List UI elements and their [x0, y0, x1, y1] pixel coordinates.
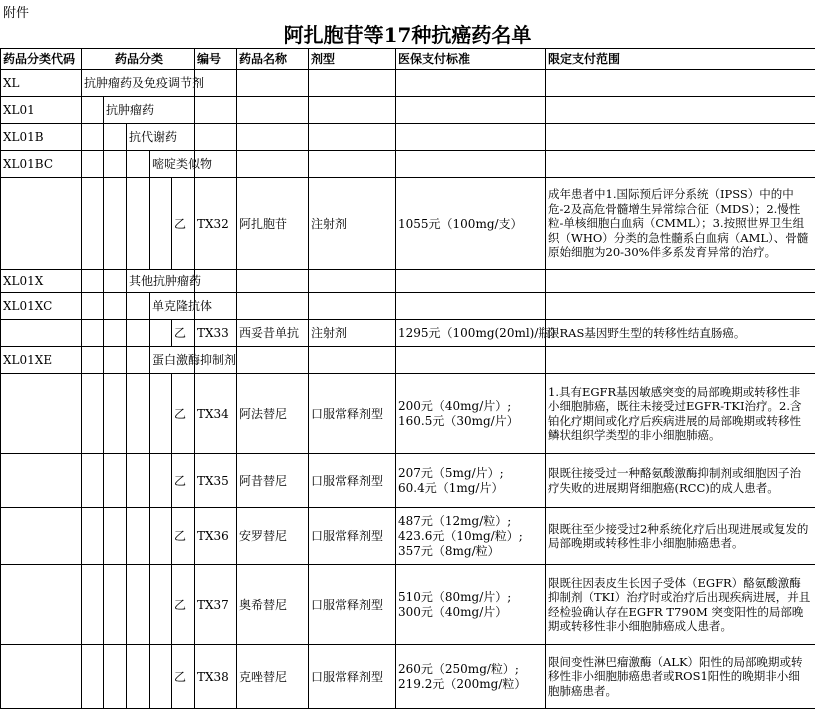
- category-name: 单克隆抗体: [150, 293, 195, 320]
- drug-form: 口服常释剂型: [309, 565, 396, 645]
- drug-class: 乙: [172, 178, 195, 270]
- drug-scope: 限RAS基因野生型的转移性结直肠癌。: [546, 320, 815, 347]
- drug-price: 1055元（100mg/支）: [396, 178, 546, 270]
- drug-price: 200元（40mg/片）; 160.5元（30mg/片）: [396, 374, 546, 454]
- category-code: XL01XE: [1, 347, 82, 374]
- table-row: [1, 645, 815, 709]
- drug-price: 510元（80mg/片）; 300元（40mg/片）: [396, 565, 546, 645]
- drug-number: TX36: [195, 508, 237, 565]
- drug-class: 乙: [172, 565, 195, 645]
- header-category-code: 药品分类代码: [1, 49, 82, 70]
- category-code: XL01: [1, 97, 82, 124]
- drug-price: 207元（5mg/片）; 60.4元（1mg/片）: [396, 454, 546, 508]
- drug-price: 1295元（100mg(20ml)/瓶）: [396, 320, 546, 347]
- category-code: XL01BC: [1, 151, 82, 178]
- drug-name: 克唑替尼: [237, 645, 309, 709]
- drug-class: 乙: [172, 645, 195, 709]
- drug-price: 260元（250mg/粒）; 219.2元（200mg/粒）: [396, 645, 546, 709]
- header-dosage-form: 剂型: [309, 49, 396, 70]
- drug-price: 487元（12mg/粒）; 423.6元（10mg/粒）; 357元（8mg/粒）: [396, 508, 546, 565]
- drug-number: TX38: [195, 645, 237, 709]
- drug-name: 奥希替尼: [237, 565, 309, 645]
- drug-class: 乙: [172, 454, 195, 508]
- table-row: [1, 70, 815, 97]
- drug-form: 注射剂: [309, 320, 396, 347]
- table-row: [1, 178, 815, 270]
- drug-scope: 1.具有EGFR基因敏感突变的局部晚期或转移性非小细胞肺癌，既往未接受过EGFR-TKI治疗。2.含铂化疗期间或化疗后疾病进展的局部晚期或转移性鳞状组织学类型的非小细胞肺癌。: [546, 374, 815, 454]
- sheet-top-row: [0, 0, 815, 22]
- header-payment-scope: 限定支付范围: [546, 49, 815, 70]
- table-row: [1, 454, 815, 508]
- drug-class: 乙: [172, 320, 195, 347]
- drug-class: 乙: [172, 508, 195, 565]
- drug-form: 口服常释剂型: [309, 508, 396, 565]
- table-row: [1, 320, 815, 347]
- drug-number: TX33: [195, 320, 237, 347]
- table-row: [1, 565, 815, 645]
- category-name: 抗代谢药: [127, 124, 195, 151]
- category-name: 其他抗肿瘤药: [127, 270, 195, 293]
- drug-class: 乙: [172, 374, 195, 454]
- drug-number: TX35: [195, 454, 237, 508]
- table-row: [1, 374, 815, 454]
- attachment-label: 附件: [3, 6, 30, 21]
- drug-form: 口服常释剂型: [309, 454, 396, 508]
- category-code: XL: [1, 70, 82, 97]
- header-drug-name: 药品名称: [237, 49, 309, 70]
- drug-number: TX37: [195, 565, 237, 645]
- category-code: XL01XC: [1, 293, 82, 320]
- page-title: 阿扎胞苷等17种抗癌药名单: [0, 22, 815, 49]
- table-row: [1, 508, 815, 565]
- header-category: 药品分类: [82, 49, 195, 70]
- drug-scope: 限既往至少接受过2种系统化疗后出现进展或复发的局部晚期或转移性非小细胞肺癌患者。: [546, 508, 815, 565]
- drug-name: 安罗替尼: [237, 508, 309, 565]
- category-name: 嘧啶类似物: [150, 151, 195, 178]
- table-header-row: [1, 49, 815, 70]
- drug-name: 阿扎胞苷: [237, 178, 309, 270]
- table-row: [1, 124, 815, 151]
- drug-name: 阿昔替尼: [237, 454, 309, 508]
- table-row: [1, 151, 815, 178]
- drug-form: 注射剂: [309, 178, 396, 270]
- header-number: 编号: [195, 49, 237, 70]
- drug-number: TX34: [195, 374, 237, 454]
- category-code: XL01X: [1, 270, 82, 293]
- drug-name: 西妥昔单抗: [237, 320, 309, 347]
- header-payment-standard: 医保支付标准: [396, 49, 546, 70]
- category-name: 抗肿瘤药及免疫调节剂: [82, 70, 195, 97]
- drug-scope: 限间变性淋巴瘤激酶（ALK）阳性的局部晚期或转移性非小细胞肺癌患者或ROS1阳性的晚期非小细胞肺癌患者。: [546, 645, 815, 709]
- table-row: [1, 347, 815, 374]
- category-name: 抗肿瘤药: [104, 97, 195, 124]
- drug-number: TX32: [195, 178, 237, 270]
- table-row: [1, 293, 815, 320]
- drug-list-table: [0, 48, 815, 709]
- drug-name: 阿法替尼: [237, 374, 309, 454]
- table-row: [1, 270, 815, 293]
- drug-scope: 成年患者中1.国际预后评分系统（IPSS）中的中危-2及高危骨髓增生异常综合征（MDS）；2.慢性粒-单核细胞白血病（CMML）；3.按照世界卫生组织（WHO）分类的急性髓系白血病（AML）、骨髓原始细胞为20-30%伴多系发育异常的治疗。: [546, 178, 815, 270]
- drug-form: 口服常释剂型: [309, 645, 396, 709]
- drug-scope: 限既往因表皮生长因子受体（EGFR）酪氨酸激酶抑制剂（TKI）治疗时或治疗后出现疾病进展，并且经检验确认存在EGFR T790M 突变阳性的局部晚期或转移性非小细胞肺癌成人患者。: [546, 565, 815, 645]
- drug-form: 口服常释剂型: [309, 374, 396, 454]
- category-name: 蛋白激酶抑制剂: [150, 347, 195, 374]
- drug-scope: 限既往接受过一种酪氨酸激酶抑制剂或细胞因子治疗失败的进展期肾细胞癌(RCC)的成人患者。: [546, 454, 815, 508]
- category-code: XL01B: [1, 124, 82, 151]
- table-row: [1, 97, 815, 124]
